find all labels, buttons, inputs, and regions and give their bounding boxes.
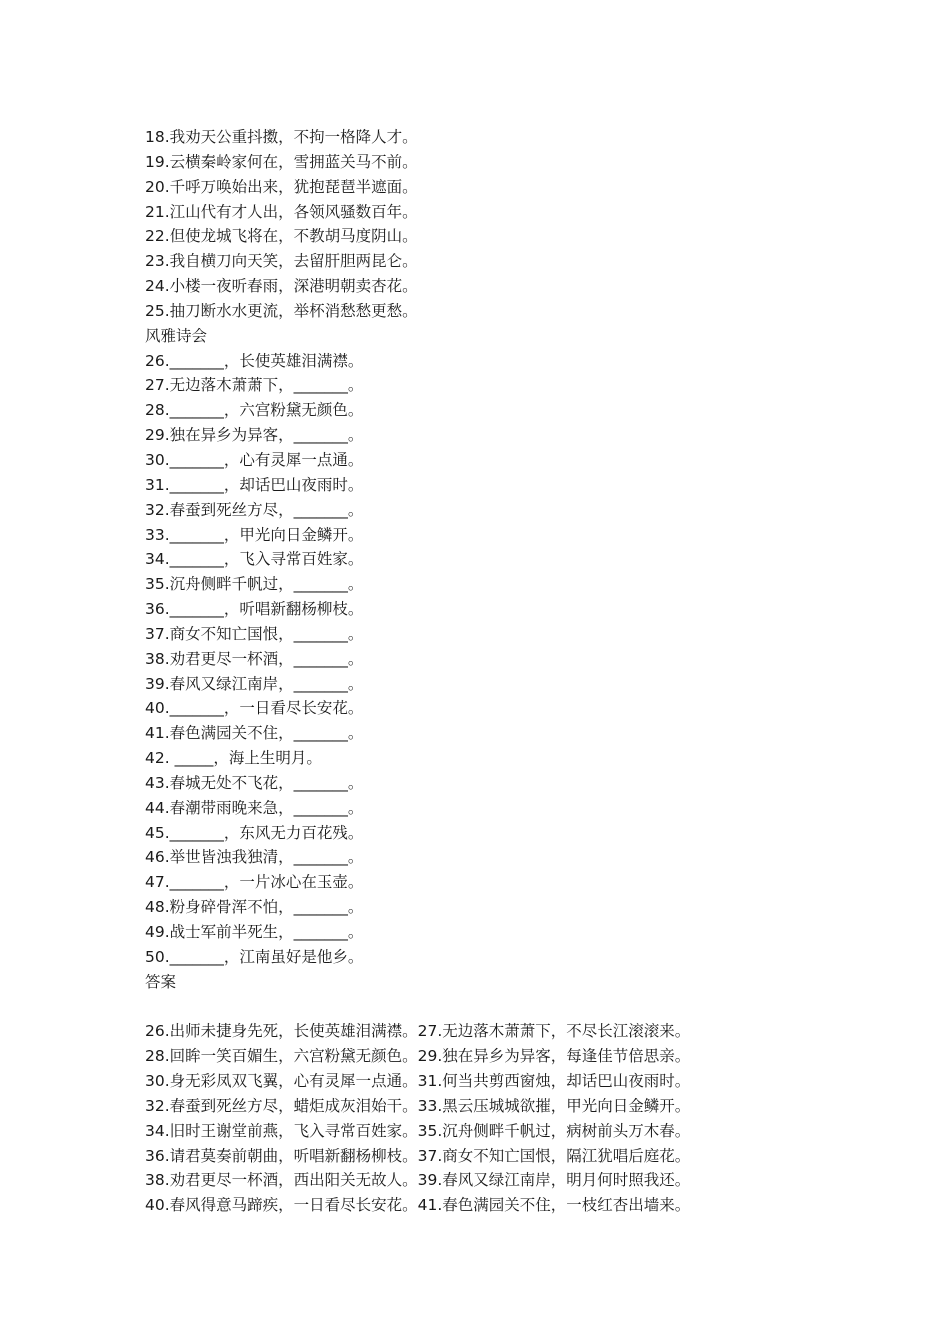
question-line: 43.春城无处不飞花，_______。	[145, 773, 364, 792]
answer-row	[145, 1069, 865, 1094]
answer-text: 37.商女不知亡国恨，隔江犹唱后庭花。	[417, 1146, 691, 1165]
answer-text: 30.身无彩凤双飞翼，心有灵犀一点通。	[145, 1072, 418, 1091]
poem-line: 20.千呼万唤始出来，犹抱琵琶半遮面。	[145, 177, 418, 196]
answer-text: 28.回眸一笑百媚生，六宫粉黛无颜色。	[145, 1047, 418, 1066]
question-line: 40._______，一日看尽长安花。	[145, 699, 364, 718]
question-line: 29.独在异乡为异客，_______。	[145, 426, 364, 445]
question-line: 31._______，却话巴山夜雨时。	[145, 475, 364, 494]
section-title: 风雅诗会	[145, 326, 208, 345]
question-line: 27.无边落木萧萧下，_______。	[145, 376, 364, 395]
question-line: 26._______，长使英雄泪满襟。	[145, 351, 364, 370]
question-line: 30._______，心有灵犀一点通。	[145, 450, 364, 469]
poem-line: 25.抽刀断水水更流，举杯消愁愁更愁。	[145, 301, 418, 320]
document-page	[145, 125, 865, 1218]
poem-line: 23.我自横刀向天笑，去留肝胆两昆仑。	[145, 252, 418, 271]
answer-title: 答案	[145, 972, 177, 991]
answer-text: 36.请君莫奏前朝曲，听唱新翻杨柳枝。	[145, 1146, 418, 1165]
answer-text: 32.春蚕到死丝方尽，蜡炬成灰泪始干。	[145, 1096, 418, 1115]
question-line: 50._______，江南虽好是他乡。	[145, 947, 364, 966]
answer-row	[145, 1044, 865, 1069]
answer-row	[145, 1144, 865, 1169]
answers-block	[145, 1019, 865, 1218]
answer-text: 34.旧时王谢堂前燕，飞入寻常百姓家。	[145, 1121, 418, 1140]
poem-line: 22.但使龙城飞将在，不教胡马度阴山。	[145, 227, 418, 246]
question-line: 44.春潮带雨晚来急，_______。	[145, 798, 364, 817]
question-line: 47._______，一片冰心在玉壶。	[145, 873, 364, 892]
answer-row	[145, 1019, 865, 1044]
answer-text: 27.无边落木萧萧下，不尽长江滚滚来。	[417, 1022, 691, 1041]
question-line: 38.劝君更尽一杯酒，_______。	[145, 649, 364, 668]
answer-text: 41.春色满园关不住，一枝红杏出墙来。	[417, 1196, 691, 1215]
poem-line: 21.江山代有才人出，各领风骚数百年。	[145, 202, 418, 221]
question-line: 49.战士军前半死生，_______。	[145, 923, 364, 941]
question-line: 45._______，东风无力百花残。	[145, 823, 364, 842]
poem-line: 24.小楼一夜听春雨，深港明朝卖杏花。	[145, 277, 418, 296]
answer-text: 40.春风得意马蹄疾，一日看尽长安花。	[145, 1196, 418, 1215]
blank-spacer	[145, 995, 865, 1020]
answer-row	[145, 1168, 865, 1193]
answer-text: 29.独在异乡为异客，每逢佳节倍思亲。	[417, 1047, 691, 1066]
question-line: 32.春蚕到死丝方尽，_______。	[145, 500, 364, 519]
question-line: 46.举世皆浊我独清，_______。	[145, 848, 364, 867]
poem-lines-group-a	[145, 125, 865, 324]
question-line: 37.商女不知亡国恨，_______。	[145, 624, 364, 643]
question-line: 35.沉舟侧畔千帆过，_______。	[145, 575, 364, 594]
question-line: 48.粉身碎骨浑不怕，_______。	[145, 898, 364, 917]
question-line: 28._______，六宫粉黛无颜色。	[145, 401, 364, 420]
answer-row	[145, 1193, 865, 1218]
answer-text: 26.出师未捷身先死，长使英雄泪满襟。	[145, 1022, 418, 1041]
question-line: 39.春风又绿江南岸，_______。	[145, 674, 364, 693]
answer-text: 35.沉舟侧畔千帆过，病树前头万木春。	[417, 1121, 691, 1140]
answer-row	[145, 1094, 865, 1119]
poem-line: 18.我劝天公重抖擞，不拘一格降人才。	[145, 128, 418, 146]
answer-row	[145, 1119, 865, 1144]
question-line: 36._______，听唱新翻杨柳枝。	[145, 600, 364, 619]
question-line: 41.春色满园关不住，_______。	[145, 724, 364, 743]
answer-text: 31.何当共剪西窗烛，却话巴山夜雨时。	[417, 1072, 691, 1091]
question-line: 33._______，甲光向日金鳞开。	[145, 525, 364, 544]
answer-text: 33.黑云压城城欲摧，甲光向日金鳞开。	[417, 1096, 691, 1115]
answer-text: 39.春风又绿江南岸，明月何时照我还。	[417, 1171, 691, 1190]
fill-in-questions	[145, 349, 865, 970]
poem-line: 19.云横秦岭家何在，雪拥蓝关马不前。	[145, 152, 418, 171]
answer-text: 38.劝君更尽一杯酒，西出阳关无故人。	[145, 1171, 418, 1190]
question-line: 34._______，飞入寻常百姓家。	[145, 550, 364, 569]
question-line: 42. _____，海上生明月。	[145, 749, 322, 768]
